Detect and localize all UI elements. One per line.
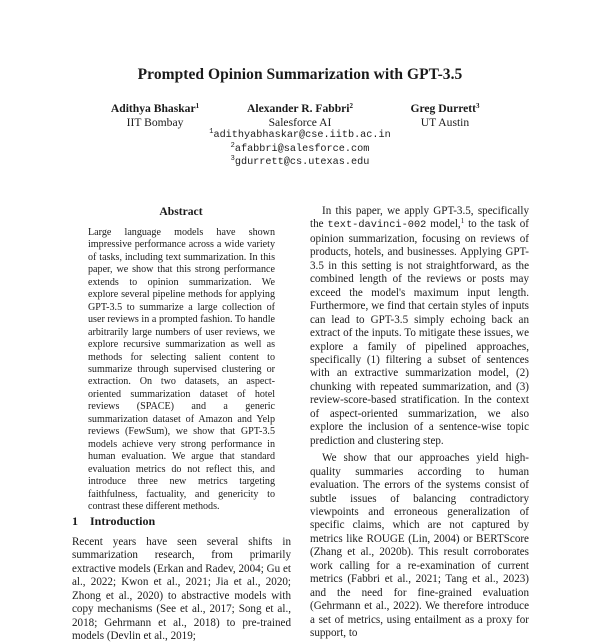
author-affiliation: UT Austin (420, 116, 470, 129)
author-name: Alexander R. Fabbri$^2$ (246, 102, 354, 115)
section-heading-introduction (72, 514, 155, 529)
email-1: $^1$adithyabhaskar@cse.iitb.ac.in (209, 128, 391, 141)
model-name-code: text-davinci-002 (327, 219, 427, 232)
author-2 (225, 102, 375, 130)
paper-title: Prompted Opinion Summarization with GPT-3.5 (137, 66, 463, 83)
paragraph: Recent years have seen several shifts in summarization research, from primarily extractive models (Erkan and Radev, 2004; Gu et al., 2022; Kwon et al., 2021; Jia et al., 2020; Zhong et al., 2020) to abstractive models with copy mechanisms (See et al., 2017; Song et al., 2018; Gehrmann et al., 2018) to pre-trained models (Devlin et al., 2019; (72, 536, 291, 643)
introduction-body (72, 536, 291, 644)
abstract-heading: Abstract (159, 205, 203, 218)
author-3 (390, 102, 500, 130)
author-affiliation: Salesforce AI (268, 116, 332, 129)
author-name: Adithya Bhaskar$^1$ (110, 102, 200, 115)
email-2: $^2$afabbri@salesforce.com (230, 141, 370, 155)
abstract-body: Large language models have shown impressive performance across a wide variety of tasks, including text summarization. In this paper, we show that this strong performance extends to opinion summarization. We explore several pipeline methods for applying GPT-3.5 to summarize a large collection of user reviews in a prompted fashion. To handle arbitrarily large numbers of user reviews, we explore recursive summarization as well as methods for selecting salient content to summarize through supervised clustering or extraction. On two datasets, an aspect-oriented summarization dataset of hotel reviews (SPACE) and a generic summarization dataset of Amazon and Yelp reviews (FewSum), we show that GPT-3.5 models achieve very strong performance in human evaluation. We argue that standard evaluation metrics do not reflect this, and introduce three new metrics targeting faithfulness, factuality, and genericity to contrast these different methods. (88, 227, 275, 512)
section-title: Introduction (90, 514, 156, 528)
author-affiliation: IIT Bombay (126, 116, 184, 129)
right-column (310, 205, 529, 641)
paragraph: We show that our approaches yield high-quality summaries according to human evaluation. The errors of the systems consist of subtle issues of balancing contradictory viewpoints and erroneous generalization of specific claims, which are not captured by metrics like ROUGE (Lin, 2004) or BERTScore (Zhang et al., 2020b). This result corroborates work calling for a re-examination of current metrics (Fabbri et al., 2021; Tang et al., 2023) and the need for fine-grained evaluation (Gehrmann et al., 2022). We therefore introduce a set of metrics, using entailment as a proxy for support, to (310, 452, 529, 640)
author-emails (0, 129, 600, 170)
paragraph: In this paper, we apply GPT-3.5, specifically the text-davinci-002 model,$^1$ to the task of opinion summarization, focusing on reviews of products, hotels, and businesses. Applying GPT-3.5 in this setting is not straightforward, as the combined length of the reviews or posts may exceed the model's maximum input length. Furthermore, we find that certain styles of inputs can lead to GPT-3.5 simply echoing back an extract of the inputs. To mitigate these issues, we explore a family of pipelined approaches, specifically (1) filtering a subset of sentences with an extractive summarization model, (2) chunking with repeated summarization, and (3) review-score-based stratification. In the context of aspect-oriented summarization, we also explore the inclusion of a sentence-wise topic prediction and clustering step. (310, 205, 529, 447)
footnote-marker[interactable]: 1 (460, 217, 465, 226)
author-1 (95, 102, 215, 130)
email-3: $^3$gdurrett@cs.utexas.edu (230, 155, 370, 168)
author-name: Greg Durrett$^3$ (410, 102, 480, 115)
section-number: 1 (72, 514, 78, 528)
